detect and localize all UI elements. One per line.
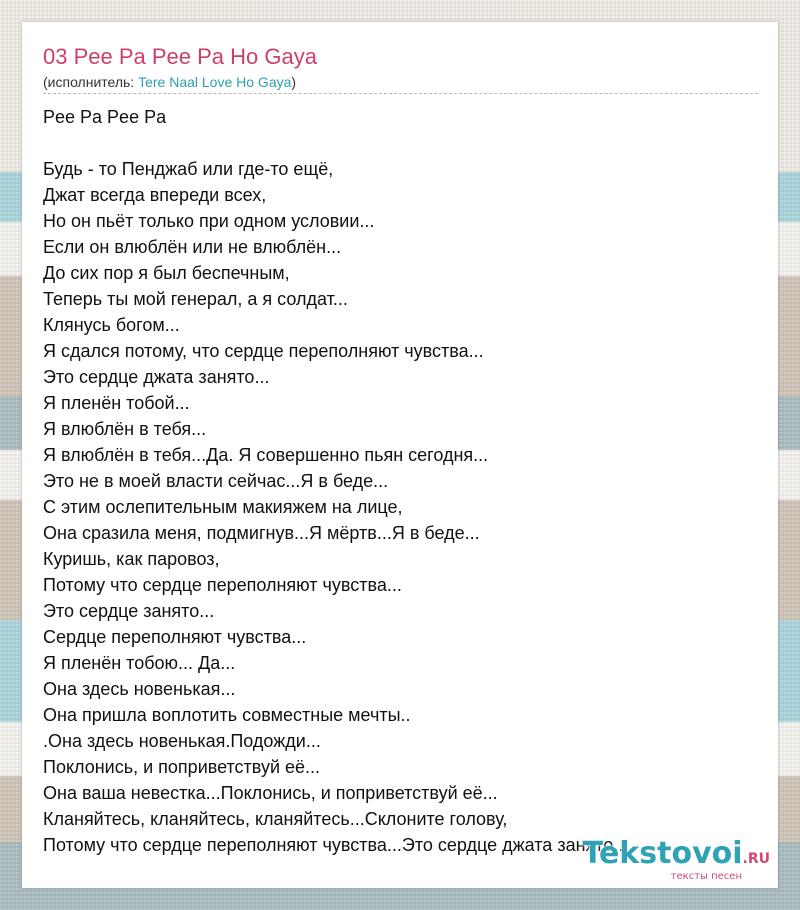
artist-prefix: (исполнитель: bbox=[43, 74, 139, 90]
logo-name: Tekstovoi bbox=[582, 836, 743, 871]
lyrics-text: Pee Pa Pee Pa Будь - то Пенджаб или где-то ещё, Джат всегда впереди всех, Но он пьёт только при одном условии... Если он влюблён или не влюблён... До сих пор я был беспечным, Теперь ты мой генерал, а я солдат... Клянусь богом... Я сдался потому, что сердце переполняют чувства... Это сердце джата занято... Я пленён тобой... Я влюблён в тебя... Я влюблён в тебя...Да. Я совершенно пьян сегодня... Это не в моей власти сейчас...Я в беде... С этим ослепительным макияжем на лице, Она сразила меня, подмигнув...Я мёртв...Я в беде... Куришь, как паровоз, Потому что сердце переполняют чувства... Это сердце занято... Сердце переполняют чувства... Я пленён тобою... Да... Она здесь новенькая... Она пришла воплотить совместные мечты.. .Она здесь новенькая.Подожди... Поклонись, и поприветствуй её... Она ваша невестка...Поклонись, и поприветствуй её... Кланяйтесь, кланяйтесь, кланяйтесь...Склоните голову, Потому что сердце переполняют чувства...Это сердце джата занято... bbox=[43, 107, 629, 855]
logo-wordmark bbox=[582, 836, 770, 874]
artist-suffix: ) bbox=[291, 74, 297, 90]
title-divider bbox=[43, 93, 758, 94]
logo-domain: .RU bbox=[742, 851, 770, 867]
song-title: 03 Pee Pa Pee Pa Ho Gaya bbox=[43, 44, 317, 69]
artist-line bbox=[43, 73, 296, 91]
artist-link[interactable]: Tere Naal Love Ho Gaya bbox=[138, 74, 292, 90]
lyrics-card bbox=[22, 22, 778, 888]
logo-tagline: тексты песен bbox=[670, 871, 742, 882]
site-logo bbox=[582, 836, 770, 882]
